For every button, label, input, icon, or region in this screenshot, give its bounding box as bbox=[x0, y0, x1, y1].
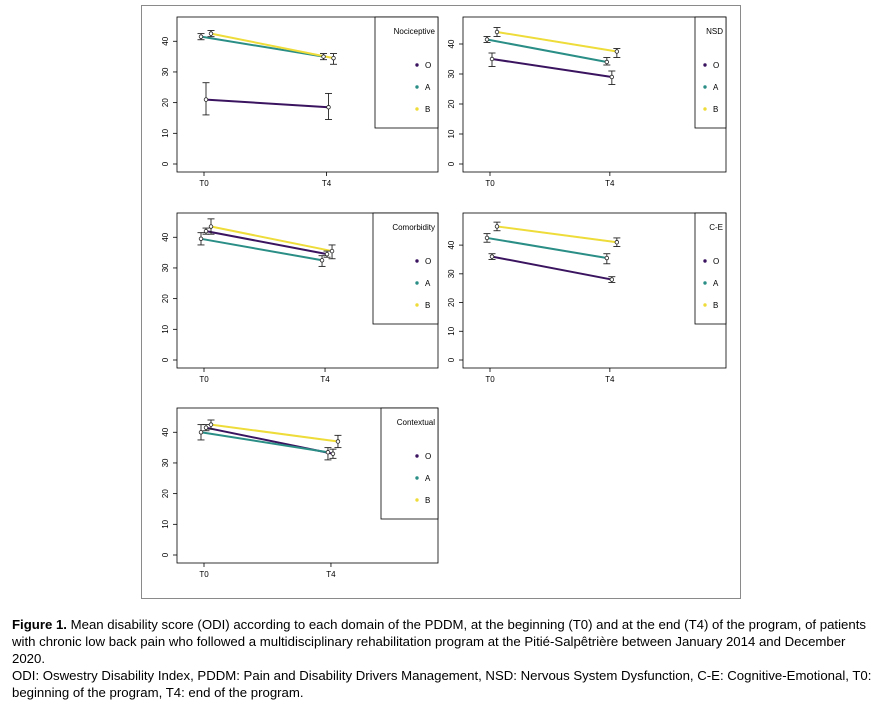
series-line-B bbox=[211, 227, 332, 252]
data-point-O bbox=[331, 452, 335, 456]
legend-label-B: B bbox=[713, 301, 719, 310]
legend-swatch-B bbox=[703, 107, 706, 110]
legend-swatch-A bbox=[415, 85, 418, 88]
chart-panel bbox=[161, 213, 438, 384]
data-point-B bbox=[209, 225, 213, 229]
legend-label-A: A bbox=[425, 474, 431, 483]
data-point-A bbox=[322, 55, 326, 59]
y-tick-label: 0 bbox=[161, 357, 170, 363]
y-tick-label: 0 bbox=[161, 552, 170, 558]
data-point-O bbox=[490, 57, 494, 61]
series-line-B bbox=[211, 34, 334, 59]
legend-title: NSD bbox=[706, 27, 723, 36]
data-point-A bbox=[199, 430, 203, 434]
legend-label-O: O bbox=[425, 452, 432, 461]
data-point-B bbox=[615, 50, 619, 54]
data-point-O bbox=[490, 255, 494, 259]
legend-title: Nociceptive bbox=[393, 27, 435, 36]
data-point-O bbox=[327, 105, 331, 109]
series-line-B bbox=[497, 32, 617, 52]
legend-swatch-B bbox=[703, 303, 706, 306]
legend-label-B: B bbox=[425, 301, 431, 310]
plot-frame bbox=[463, 213, 726, 368]
y-tick-label: 30 bbox=[447, 269, 456, 279]
y-tick-label: 20 bbox=[447, 99, 456, 109]
y-tick-label: 0 bbox=[161, 161, 170, 167]
series-line-O bbox=[206, 100, 329, 108]
legend-swatch-O bbox=[415, 454, 418, 457]
legend-swatch-O bbox=[415, 259, 418, 262]
legend-swatch-O bbox=[703, 63, 706, 66]
y-tick-label: 40 bbox=[161, 232, 170, 242]
data-point-A bbox=[199, 237, 203, 241]
legend-label-B: B bbox=[425, 105, 431, 114]
series-line-O bbox=[492, 59, 612, 77]
y-tick-label: 40 bbox=[447, 240, 456, 250]
data-point-A bbox=[326, 450, 330, 454]
legend-swatch-O bbox=[415, 63, 418, 66]
legend-swatch-B bbox=[415, 107, 418, 110]
x-tick-label: T4 bbox=[320, 375, 330, 384]
legend-label-O: O bbox=[425, 61, 432, 70]
data-point-A bbox=[320, 258, 324, 262]
legend-swatch-A bbox=[415, 281, 418, 284]
y-tick-label: 40 bbox=[447, 39, 456, 49]
legend-swatch-A bbox=[415, 476, 418, 479]
y-tick-label: 40 bbox=[161, 427, 170, 437]
legend-swatch-A bbox=[703, 281, 706, 284]
legend-label-A: A bbox=[425, 83, 431, 92]
data-point-B bbox=[495, 225, 499, 229]
legend-swatch-B bbox=[415, 498, 418, 501]
y-tick-label: 30 bbox=[161, 67, 170, 77]
legend-label-A: A bbox=[425, 279, 431, 288]
data-point-O bbox=[204, 229, 208, 233]
data-point-A bbox=[199, 35, 203, 39]
data-point-A bbox=[605, 256, 609, 260]
legend-label-O: O bbox=[713, 61, 720, 70]
x-tick-label: T0 bbox=[199, 570, 209, 579]
figure-frame bbox=[141, 5, 741, 599]
x-tick-label: T0 bbox=[199, 375, 209, 384]
y-tick-label: 20 bbox=[447, 298, 456, 308]
data-point-B bbox=[332, 56, 336, 60]
data-point-B bbox=[209, 423, 213, 427]
legend-label-A: A bbox=[713, 279, 719, 288]
legend-title: Comorbidity bbox=[392, 223, 435, 232]
data-point-O bbox=[204, 426, 208, 430]
panels-svg bbox=[142, 6, 740, 598]
series-line-O bbox=[492, 257, 612, 280]
y-tick-label: 30 bbox=[161, 263, 170, 273]
y-tick-label: 10 bbox=[161, 128, 170, 138]
data-point-A bbox=[485, 38, 489, 42]
legend-swatch-A bbox=[703, 85, 706, 88]
y-tick-label: 10 bbox=[447, 326, 456, 336]
caption-text: Mean disability score (ODI) according to each domain of the PDDM, at the beginning (T0) and at the end (T4) of the program, of patients with chronic low back pain who followed a multidisciplinary rehabilitation program at the Pitié-Salpêtrière between January 2014 and December 2020. bbox=[12, 617, 866, 666]
x-tick-label: T0 bbox=[485, 179, 495, 188]
x-tick-label: T4 bbox=[605, 179, 615, 188]
y-tick-label: 10 bbox=[447, 129, 456, 139]
series-line-B bbox=[497, 226, 617, 242]
data-point-A bbox=[485, 236, 489, 240]
chart-panel bbox=[161, 408, 438, 579]
legend-swatch-B bbox=[415, 303, 418, 306]
caption-abbreviations: ODI: Oswestry Disability Index, PDDM: Pain and Disability Drivers Management, NSD: Nervous System Dysfunction, C-E: Cognitive-Emotional, T0: beginning of the program, T4: end of the program. bbox=[12, 668, 872, 700]
data-point-B bbox=[336, 440, 340, 444]
figure-caption bbox=[12, 616, 874, 701]
legend-label-O: O bbox=[425, 257, 432, 266]
data-point-A bbox=[605, 60, 609, 64]
chart-panel bbox=[447, 17, 726, 188]
legend-title: C-E bbox=[709, 223, 723, 232]
data-point-O bbox=[610, 278, 614, 282]
data-point-O bbox=[610, 75, 614, 79]
data-point-B bbox=[209, 32, 213, 36]
series-line-A bbox=[487, 238, 607, 258]
x-tick-label: T0 bbox=[485, 375, 495, 384]
data-point-B bbox=[330, 249, 334, 253]
y-tick-label: 30 bbox=[447, 69, 456, 79]
series-line-A bbox=[201, 432, 328, 452]
y-tick-label: 10 bbox=[161, 324, 170, 334]
y-tick-label: 40 bbox=[161, 36, 170, 46]
x-tick-label: T4 bbox=[321, 179, 332, 188]
legend-label-O: O bbox=[713, 257, 720, 266]
chart-panel bbox=[161, 17, 438, 188]
figure-label: Figure 1. bbox=[12, 617, 67, 632]
y-tick-label: 20 bbox=[161, 489, 170, 499]
series-line-A bbox=[487, 40, 607, 63]
legend-label-B: B bbox=[425, 496, 431, 505]
x-tick-label: T4 bbox=[605, 375, 615, 384]
plot-frame bbox=[463, 17, 726, 172]
legend-swatch-O bbox=[703, 259, 706, 262]
legend-label-A: A bbox=[713, 83, 719, 92]
y-tick-label: 20 bbox=[161, 98, 170, 108]
y-tick-label: 10 bbox=[161, 519, 170, 529]
legend-label-B: B bbox=[713, 105, 719, 114]
y-tick-label: 0 bbox=[447, 357, 456, 363]
y-tick-label: 0 bbox=[447, 161, 456, 167]
y-tick-label: 30 bbox=[161, 458, 170, 468]
x-tick-label: T0 bbox=[199, 179, 209, 188]
chart-panel bbox=[447, 213, 726, 384]
caption-paragraph bbox=[12, 616, 874, 667]
data-point-O bbox=[204, 98, 208, 102]
data-point-B bbox=[495, 30, 499, 34]
series-line-A bbox=[201, 37, 324, 57]
x-tick-label: T4 bbox=[326, 570, 336, 579]
data-point-B bbox=[615, 240, 619, 244]
data-point-O bbox=[325, 252, 329, 256]
y-tick-label: 20 bbox=[161, 294, 170, 304]
legend-title: Contextual bbox=[396, 418, 435, 427]
